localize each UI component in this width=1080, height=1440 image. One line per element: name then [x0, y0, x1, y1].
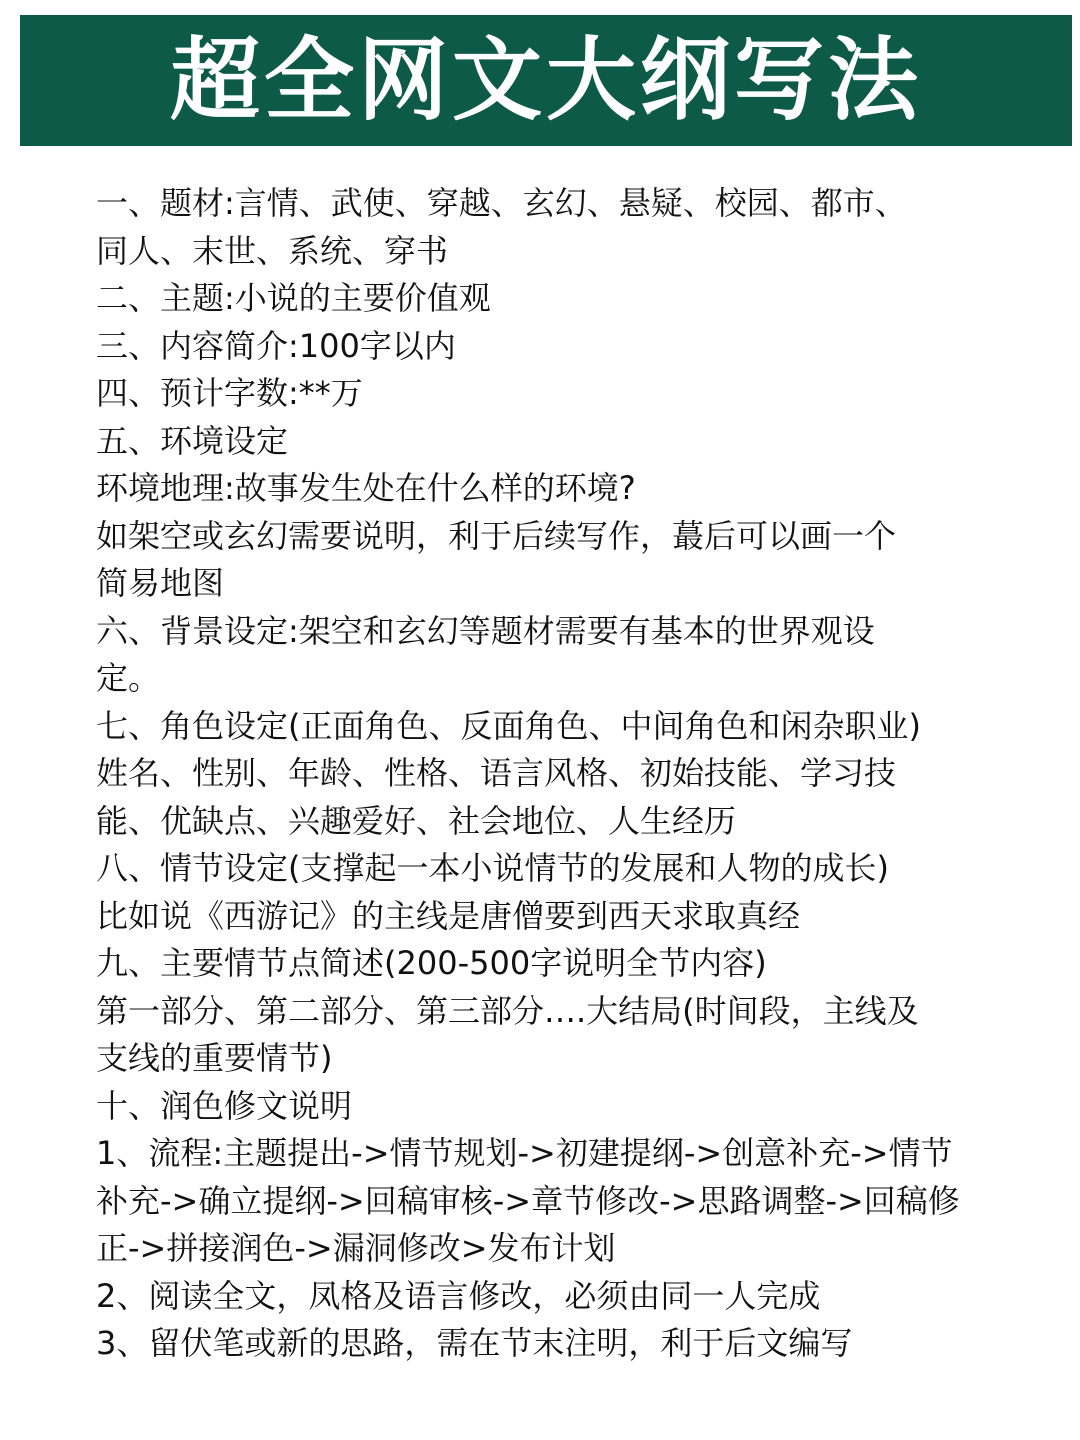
- header-banner: [20, 15, 1072, 146]
- text-line: 五、环境设定: [96, 421, 289, 460]
- text-line: 能、优缺点、兴趣爱好、社会地位、人生经历: [96, 801, 737, 840]
- text-line: 九、主要情节点简述(200-500字说明全节内容): [96, 944, 767, 982]
- text-line: 补充->确立提纲->回稿审核->章节修改->思路调整->回稿修: [96, 1181, 960, 1220]
- text-line: 六、背景设定:架空和玄幻等题材需要有基本的世界观设: [96, 611, 875, 650]
- text-line: 2、阅读全文，凤格及语言修改，必须由同一人完成: [96, 1276, 821, 1315]
- text-line: 如架空或玄幻需要说明，利于后续写作，蕞后可以画一个: [96, 516, 897, 555]
- text-line: 十、润色修文说明: [96, 1086, 353, 1125]
- text-line: 一、题材:言情、武使、穿越、玄幻、悬疑、校园、都市、: [96, 184, 907, 222]
- text-line: 1、流程:主题提出->情节规划->初建提纲->创意补充->情节: [96, 1134, 953, 1172]
- text-line: 七、角色设定(正面角色、反面角色、中间角色和闲杂职业): [96, 706, 921, 745]
- text-line: 二、主题:小说的主要价值观: [96, 279, 491, 317]
- text-line: 八、情节设定(支撑起一本小说情节的发展和人物的成长): [96, 849, 889, 887]
- text-line: 姓名、性别、年龄、性格、语言风格、初始技能、学习技: [96, 754, 897, 792]
- text-line: 简易地图: [96, 564, 225, 602]
- text-line: 定。: [96, 659, 161, 697]
- text-line: 3、留伏笔或新的思路，需在节末注明，利于后文编写: [96, 1324, 853, 1362]
- outline-content: [96, 180, 996, 1368]
- text-line: 三、内容简介:100字以内: [96, 326, 456, 365]
- text-line: 比如说《西游记》的主线是唐僧要到西天求取真经: [96, 896, 801, 935]
- text-line: 第一部分、第二部分、第三部分….大结局(时间段，主线及: [96, 991, 919, 1030]
- text-line: 支线的重要情节): [96, 1039, 333, 1077]
- text-line: 正->拼接润色->漏洞修改>发布计划: [96, 1229, 616, 1267]
- text-line: 四、预计字数:**万: [96, 374, 363, 412]
- text-line: 环境地理:故事发生处在什么样的环境?: [96, 469, 636, 507]
- page-title: 超全网文大纲写法: [170, 27, 922, 133]
- text-line: 同人、末世、系统、穿书: [96, 231, 449, 270]
